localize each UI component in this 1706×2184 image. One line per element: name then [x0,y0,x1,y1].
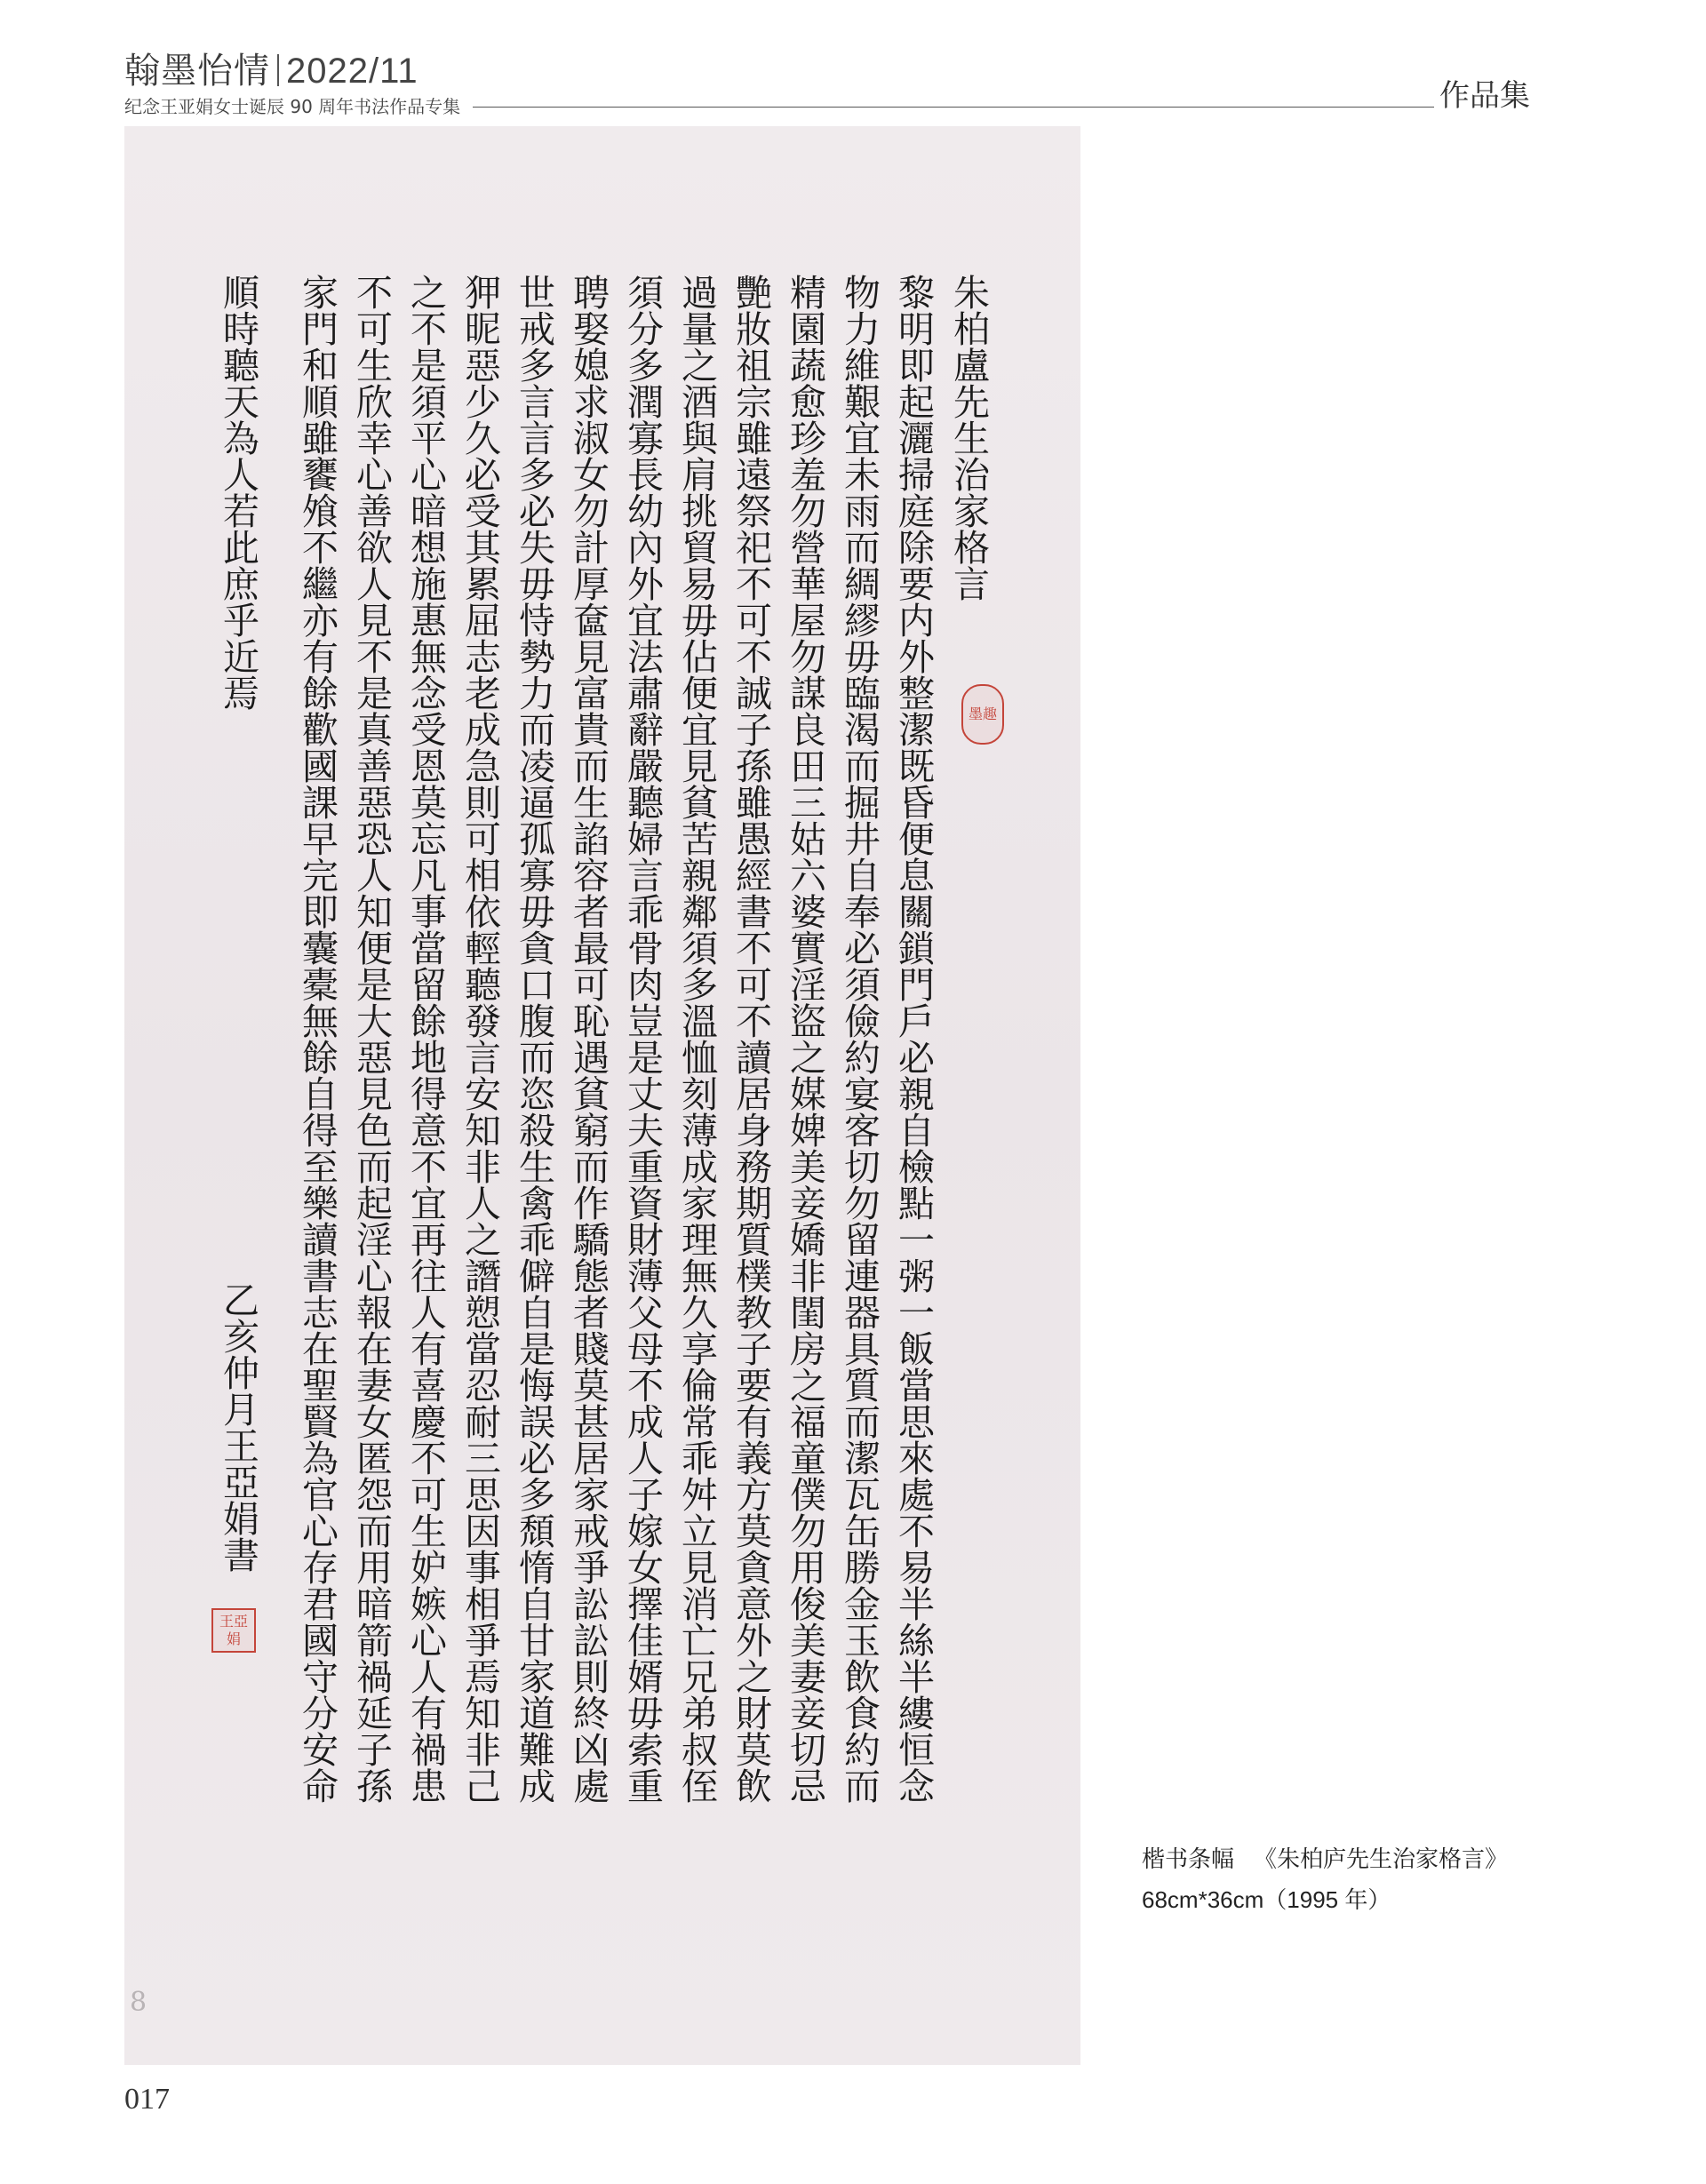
calligraphy-column: 黎明即起灑掃庭除要内外整潔既昏便息關鎖門戶必親自檢點一粥一飯當思來處不易半絲半縷恒念 [892,274,935,1804]
artwork-name: 《朱柏庐先生治家格言》 [1254,1846,1509,1873]
calligraphy-column: 順時聽天為人若此庶乎近焉 [217,274,259,711]
header-rule [473,107,1434,108]
calligraphy-column: 聘娶媳求淑女勿計厚奩見富貴而生諂容者最可恥遇貧窮而作驕態者賤莫甚居家戒爭訟訟則終凶處 [567,274,610,1804]
calligraphy-column: 精園蔬愈珍羞勿營華屋勿謀良田三姑六婆實淫盜之媒婢美妾嬌非閨房之福童僕勿用俊美妻妾切忌 [784,274,826,1804]
section-label: 作品集 [1439,78,1530,114]
calligraphy-column: 過量之酒與肩挑貿易毋佔便宜見貧苦親鄰須多溫恤刻薄成家理無久享倫常乖舛立見消亡兄弟叔侄 [675,274,718,1804]
running-header-title [124,43,419,93]
calligraphy-column: 物力維艱宜未雨而綢繆毋臨渴而掘井自奉必須儉約宴客切勿留連器具質而潔瓦缶勝金玉飲食約而 [838,274,881,1804]
pencil-mark: 8 [130,1987,147,2018]
calligraphy-signature: 乙亥仲月王亞娟書 [217,1281,259,1573]
title-separator [277,54,279,86]
calligraphy-column: 不可生欣幸心善欲人見不是真善惡恐人知便是大惡見色而起淫心報在妻女匿怨而用暗箭禍延子孫 [350,274,393,1804]
book-subtitle: 纪念王亚娟女士诞辰 90 周年书法作品专集 [124,96,461,117]
page-number: 017 [124,2083,170,2116]
seal-stamp: 墨趣 [961,684,1004,745]
calligraphy-title-column: 朱柏盧先生治家格言 [947,274,990,602]
calligraphy-column: 須分多潤寡長幼內外宜法肅辭嚴聽婦言乖骨肉豈是丈夫重資財薄父母不成人子嫁女擇佳婿毋索重 [621,274,664,1804]
calligraphy-column: 狎昵惡少久必受其累屈志老成急則可相依輕聽發言安知非人之譖愬當忍耐三思因事相爭焉知非己 [458,274,501,1804]
book-title: 翰墨怡情 [124,51,270,92]
calligraphy-column: 之不是須平心暗想施惠無念受恩莫忘凡事當留餘地得意不宜再往人有喜慶不可生妒嫉心人有禍患 [404,274,447,1804]
calligraphy-column: 世戒多言言多必失毋恃勢力而凌逼孤寡毋貪口腹而恣殺生禽乖僻自是悔誤必多頹惰自甘家道難成 [513,274,555,1804]
artwork-size: 68cm*36cm（1995 年） [1142,1886,1391,1913]
calligraphy-artwork [124,126,1080,2065]
calligraphy-column: 艷妝祖宗雖遠祭祀不可不誠子孫雖愚經書不可不讀居身務期質樸教子要有義方莫貪意外之財莫飲 [729,274,772,1804]
issue-date: 2022/11 [286,52,419,91]
artwork-type: 楷书条幅 [1142,1846,1235,1873]
seal-stamp-signature: 王亞娟 [211,1608,256,1653]
calligraphy-column: 家門和順雖饔飧不繼亦有餘歡國課早完即囊橐無餘自得至樂讀書志在聖賢為官心存君國守分安命 [296,274,339,1804]
artwork-caption [1142,1841,1508,1874]
